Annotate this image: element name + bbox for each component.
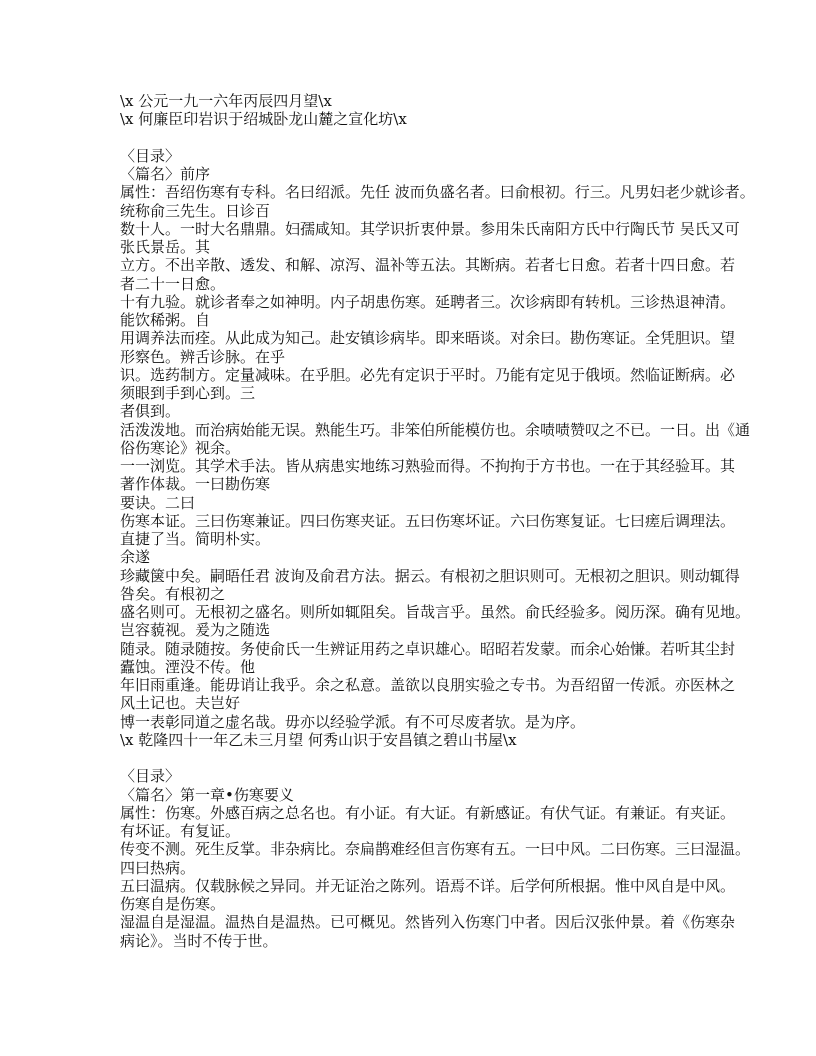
text-line: 〈篇名〉前序: [120, 165, 211, 183]
text-line: 有坏证。有复证。: [120, 822, 241, 840]
text-line: 数十人。一时大名鼎鼎。妇孺咸知。其学识折衷仲景。参用朱氏南阳方氏中行陶氏节 吴氏又可: [120, 219, 740, 238]
text-line: 〈目录〉: [120, 767, 181, 786]
text-line: \x 公元一九一六年丙辰四月望\x: [120, 92, 332, 110]
text-line: 用调养法而痊。从此成为知己。赴安镇诊病毕。即来晤谈。对余曰。勘伤寒证。全凭胆识。望: [120, 329, 736, 348]
text-line: 能饮稀粥。自: [120, 311, 211, 329]
text-line: \x 乾隆四十一年乙未三月望 何秀山识于安昌镇之碧山书屋\x: [120, 730, 517, 749]
text-line: 咎矣。有根初之: [120, 584, 226, 603]
text-line: 张氏景岳。其: [120, 238, 211, 256]
text-line: 直捷了当。简明朴实。: [120, 530, 271, 548]
text-line: 者二十一日愈。: [120, 274, 226, 293]
text-line: 博一表彰同道之虚名哉。毋亦以经验学派。有不可尽废者欤。是为序。: [120, 712, 586, 731]
text-line: 属性：吾绍伤寒有专科。名曰绍派。先任 波而负盛名者。曰俞根初。行三。凡男妇老少就诊者。: [120, 183, 755, 202]
text-line: 〈篇名〉第一章•伤寒要义: [120, 785, 294, 804]
text-line: 须眼到手到心到。三: [120, 384, 256, 402]
text-line: 识。选药制方。定量减味。在乎胆。必先有定识于平时。乃能有定见于俄顷。然临证断病。必: [120, 365, 736, 384]
text-line: \x 何廉臣印岩识于绍城卧龙山麓之宣化坊\x: [120, 110, 407, 129]
text-line: 一一浏览。其学术手法。皆从病患实地练习熟验而得。不拘拘于方书也。一在于其经验耳。其: [120, 457, 736, 475]
text-line: 十有九验。就诊者奉之如神明。内子胡患伤寒。延聘者三。次诊病即有转机。三诊热退神清。: [120, 292, 736, 311]
document-body: [120, 92, 755, 950]
text-line: 俗伤寒论》视余。: [120, 438, 241, 457]
text-line: 要诀。二曰: [120, 493, 196, 512]
text-line: 统称俞三先生。日诊百: [120, 201, 271, 220]
blank-line: [120, 129, 710, 147]
text-line: 传变不测。死生反掌。非杂病比。奈扁鹊难经但言伤寒有五。一曰中风。二曰伤寒。三曰湿温。: [120, 840, 751, 859]
text-line: 属性：伤寒。外感百病之总名也。有小证。有大证。有新感证。有伏气证。有兼证。有夹证。: [120, 803, 736, 822]
text-line: 余遂: [120, 548, 151, 567]
text-line: 盛名则可。无根初之盛名。则所如辄阻矣。旨哉言乎。虽然。俞氏经验多。阅历深。确有见地。: [120, 603, 751, 621]
text-line: 五曰温病。仅载脉候之异同。并无证治之陈列。语焉不详。后学何所根据。惟中风自是中风。: [120, 876, 736, 895]
text-line: 形察色。辨舌诊脉。在乎: [120, 347, 286, 366]
text-line: 伤寒自是伤寒。: [120, 895, 226, 913]
text-line: 随录。随录随按。务使俞氏一生辨证用药之卓识雄心。昭昭若发蒙。而余心始慊。若听其尘封: [120, 639, 736, 658]
text-line: 蠹蚀。湮没不传。他: [120, 657, 256, 676]
text-line: 珍藏箧中矣。嗣晤任君 波询及俞君方法。据云。有根初之胆识则可。无根初之胆识。则动辄得: [120, 566, 740, 585]
blank-line: [120, 749, 710, 767]
text-line: 著作体裁。一曰勘伤寒: [120, 475, 271, 494]
text-line: 年旧雨重逢。能毋诮让我乎。余之私意。盖欲以良朋实验之专书。为吾绍留一传派。亦医林之: [120, 676, 736, 694]
text-line: 四曰热病。: [120, 858, 196, 877]
text-line: 湿温自是湿温。温热自是温热。已可概见。然皆列入伤寒门中者。因后汉张仲景。着《伤寒杂: [120, 913, 736, 932]
text-line: 风土记也。夫岂好: [120, 694, 241, 713]
text-line: 岂容藐视。爰为之随选: [120, 621, 271, 640]
text-line: 者俱到。: [120, 402, 181, 421]
text-line: 活泼泼地。而治病始能无误。熟能生巧。非笨伯所能模仿也。余啧啧赞叹之不已。一日。出《通: [120, 420, 751, 439]
text-line: 病论》。当时不传于世。: [120, 931, 278, 950]
text-line: 立方。不出辛散、透发、和解、凉泻、温补等五法。其断病。若者七日愈。若者十四日愈。若: [120, 256, 736, 275]
text-line: 〈目录〉: [120, 146, 181, 165]
text-line: 伤寒本证。三曰伤寒兼证。四曰伤寒夹证。五曰伤寒坏证。六曰伤寒复证。七曰瘥后调理法。: [120, 511, 736, 530]
